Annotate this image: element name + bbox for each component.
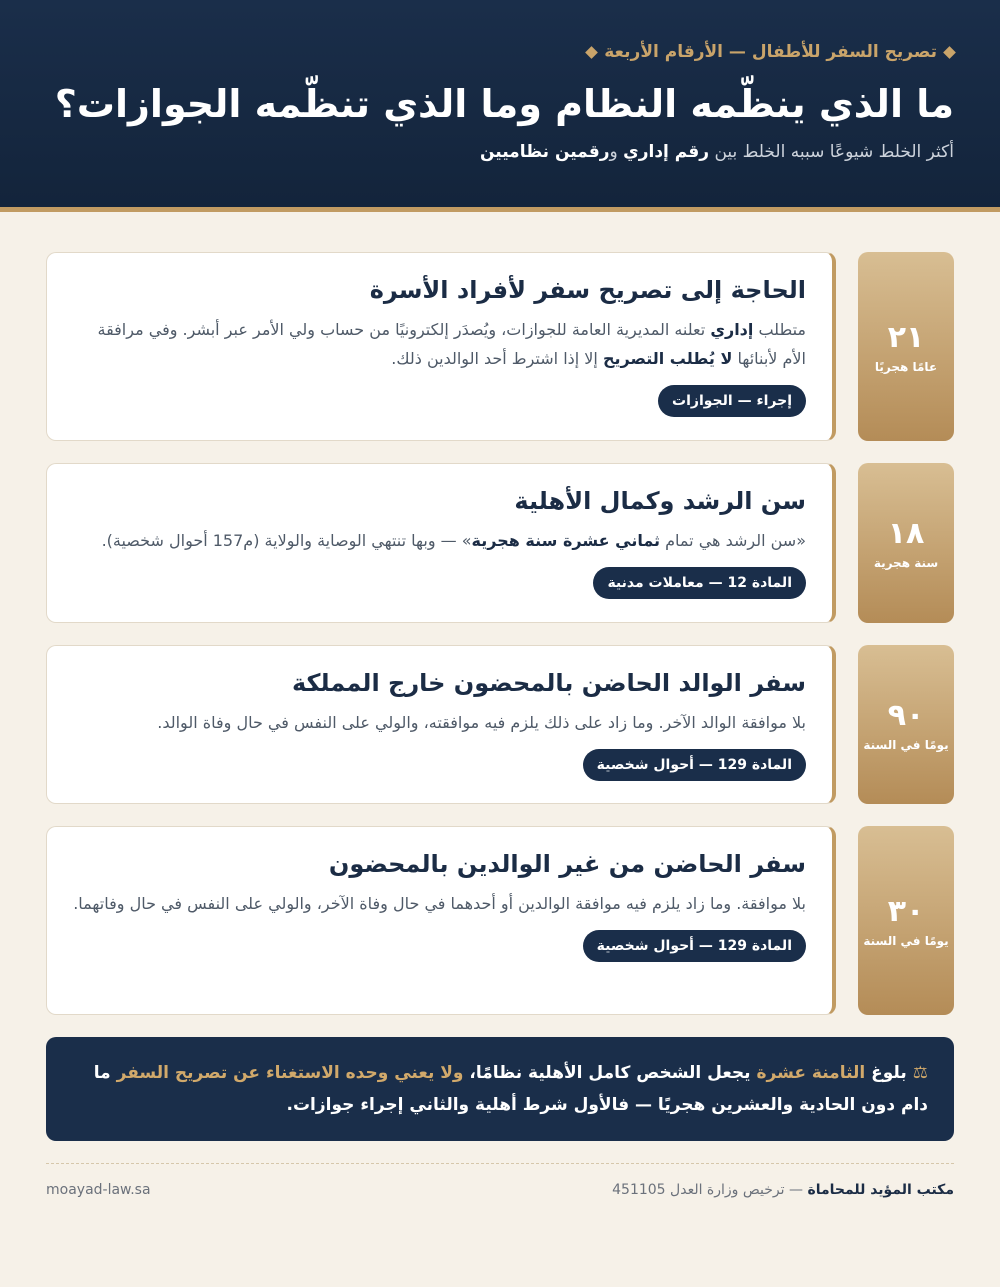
badge-unit: عامًا هجريًا [874, 359, 938, 374]
badge-number: ٩٠ [887, 697, 925, 733]
cards-list [0, 212, 1000, 1015]
number-badge [858, 645, 954, 804]
card-title: سن الرشد وكمال الأهلية [514, 487, 806, 515]
page-header [0, 0, 1000, 212]
card-body: بلا موافقة. وما زاد يلزم فيه موافقة الوالدين أو أحدهما في حال وفاة الآخر، والولي على النفس في حال وفاتهما. [73, 894, 806, 913]
number-badge [858, 826, 954, 1015]
diamond-icon [585, 46, 598, 59]
card-title: سفر الوالد الحاضن بالمحضون خارج المملكة [291, 669, 806, 697]
footer-website: moayad-law.sa [46, 1182, 151, 1198]
info-card [46, 463, 836, 623]
footer-office: مكتب المؤيد للمحاماة — ترخيص وزارة العدل 451105 [612, 1182, 954, 1198]
info-card [46, 645, 836, 804]
badge-number: ٢١ [887, 319, 925, 355]
source-tag: المادة 129 — أحوال شخصية [583, 930, 806, 962]
card-row [46, 463, 954, 623]
card-row [46, 826, 954, 1015]
kicker-text: تصريح السفر للأطفال — الأرقام الأربعة [604, 42, 937, 62]
header-kicker [46, 40, 954, 64]
badge-unit: سنة هجرية [873, 556, 939, 570]
card-body: بلا موافقة الوالد الآخر. وما زاد على ذلك يلزم فيه موافقته، والولي على النفس في حال وفاة الوالد. [157, 713, 806, 732]
page-title: ما الذي ينظّمه النظام وما الذي تنظّمه الجوازات؟ [54, 82, 954, 126]
info-card [46, 826, 836, 1015]
badge-number: ١٨ [887, 516, 925, 551]
page-subtitle: أكثر الخلط شيوعًا سببه الخلط بين رقم إداري ورقمين نظاميين [480, 142, 954, 162]
source-tag: المادة 12 — معاملات مدنية [593, 567, 806, 599]
source-tag: المادة 129 — أحوال شخصية [583, 749, 806, 781]
number-badge [858, 252, 954, 441]
card-body: متطلب إداري تعلنه المديرية العامة للجوازات، ويُصدَر إلكترونيًا من حساب ولي الأمر عبر أبشر. وفي مرافقة الأم لأبنائها لا يُطلب التصريح إلا إذا اشترط أحد الوالدين ذلك. [97, 320, 806, 368]
card-title: الحاجة إلى تصريح سفر لأفراد الأسرة [369, 276, 806, 304]
card-row [46, 645, 954, 804]
number-badge [858, 463, 954, 623]
diamond-icon [943, 46, 956, 59]
badge-number: ٣٠ [887, 893, 925, 929]
source-tag: إجراء — الجوازات [658, 385, 806, 417]
info-card [46, 252, 836, 441]
page-footer [46, 1163, 954, 1198]
badge-unit: يومًا في السنة [863, 737, 949, 752]
summary-note: ⚖بلوغ الثامنة عشرة يجعل الشخص كامل الأهلية نظامًا، ولا يعني وحده الاستغناء عن تصريح السفر ما دام دون الحادية والعشرين هجريًا — فالأول شرط أهلية والثاني إجراء جوازات. [46, 1037, 954, 1141]
scale-icon: ⚖ [912, 1063, 928, 1083]
card-row [46, 252, 954, 441]
badge-unit: يومًا في السنة [863, 933, 949, 948]
card-body: «سن الرشد هي تمام ثماني عشرة سنة هجرية» — وبها تنتهي الوصاية والولاية (م157 أحوال شخصية). [101, 531, 806, 550]
card-title: سفر الحاضن من غير الوالدين بالمحضون [328, 850, 806, 878]
